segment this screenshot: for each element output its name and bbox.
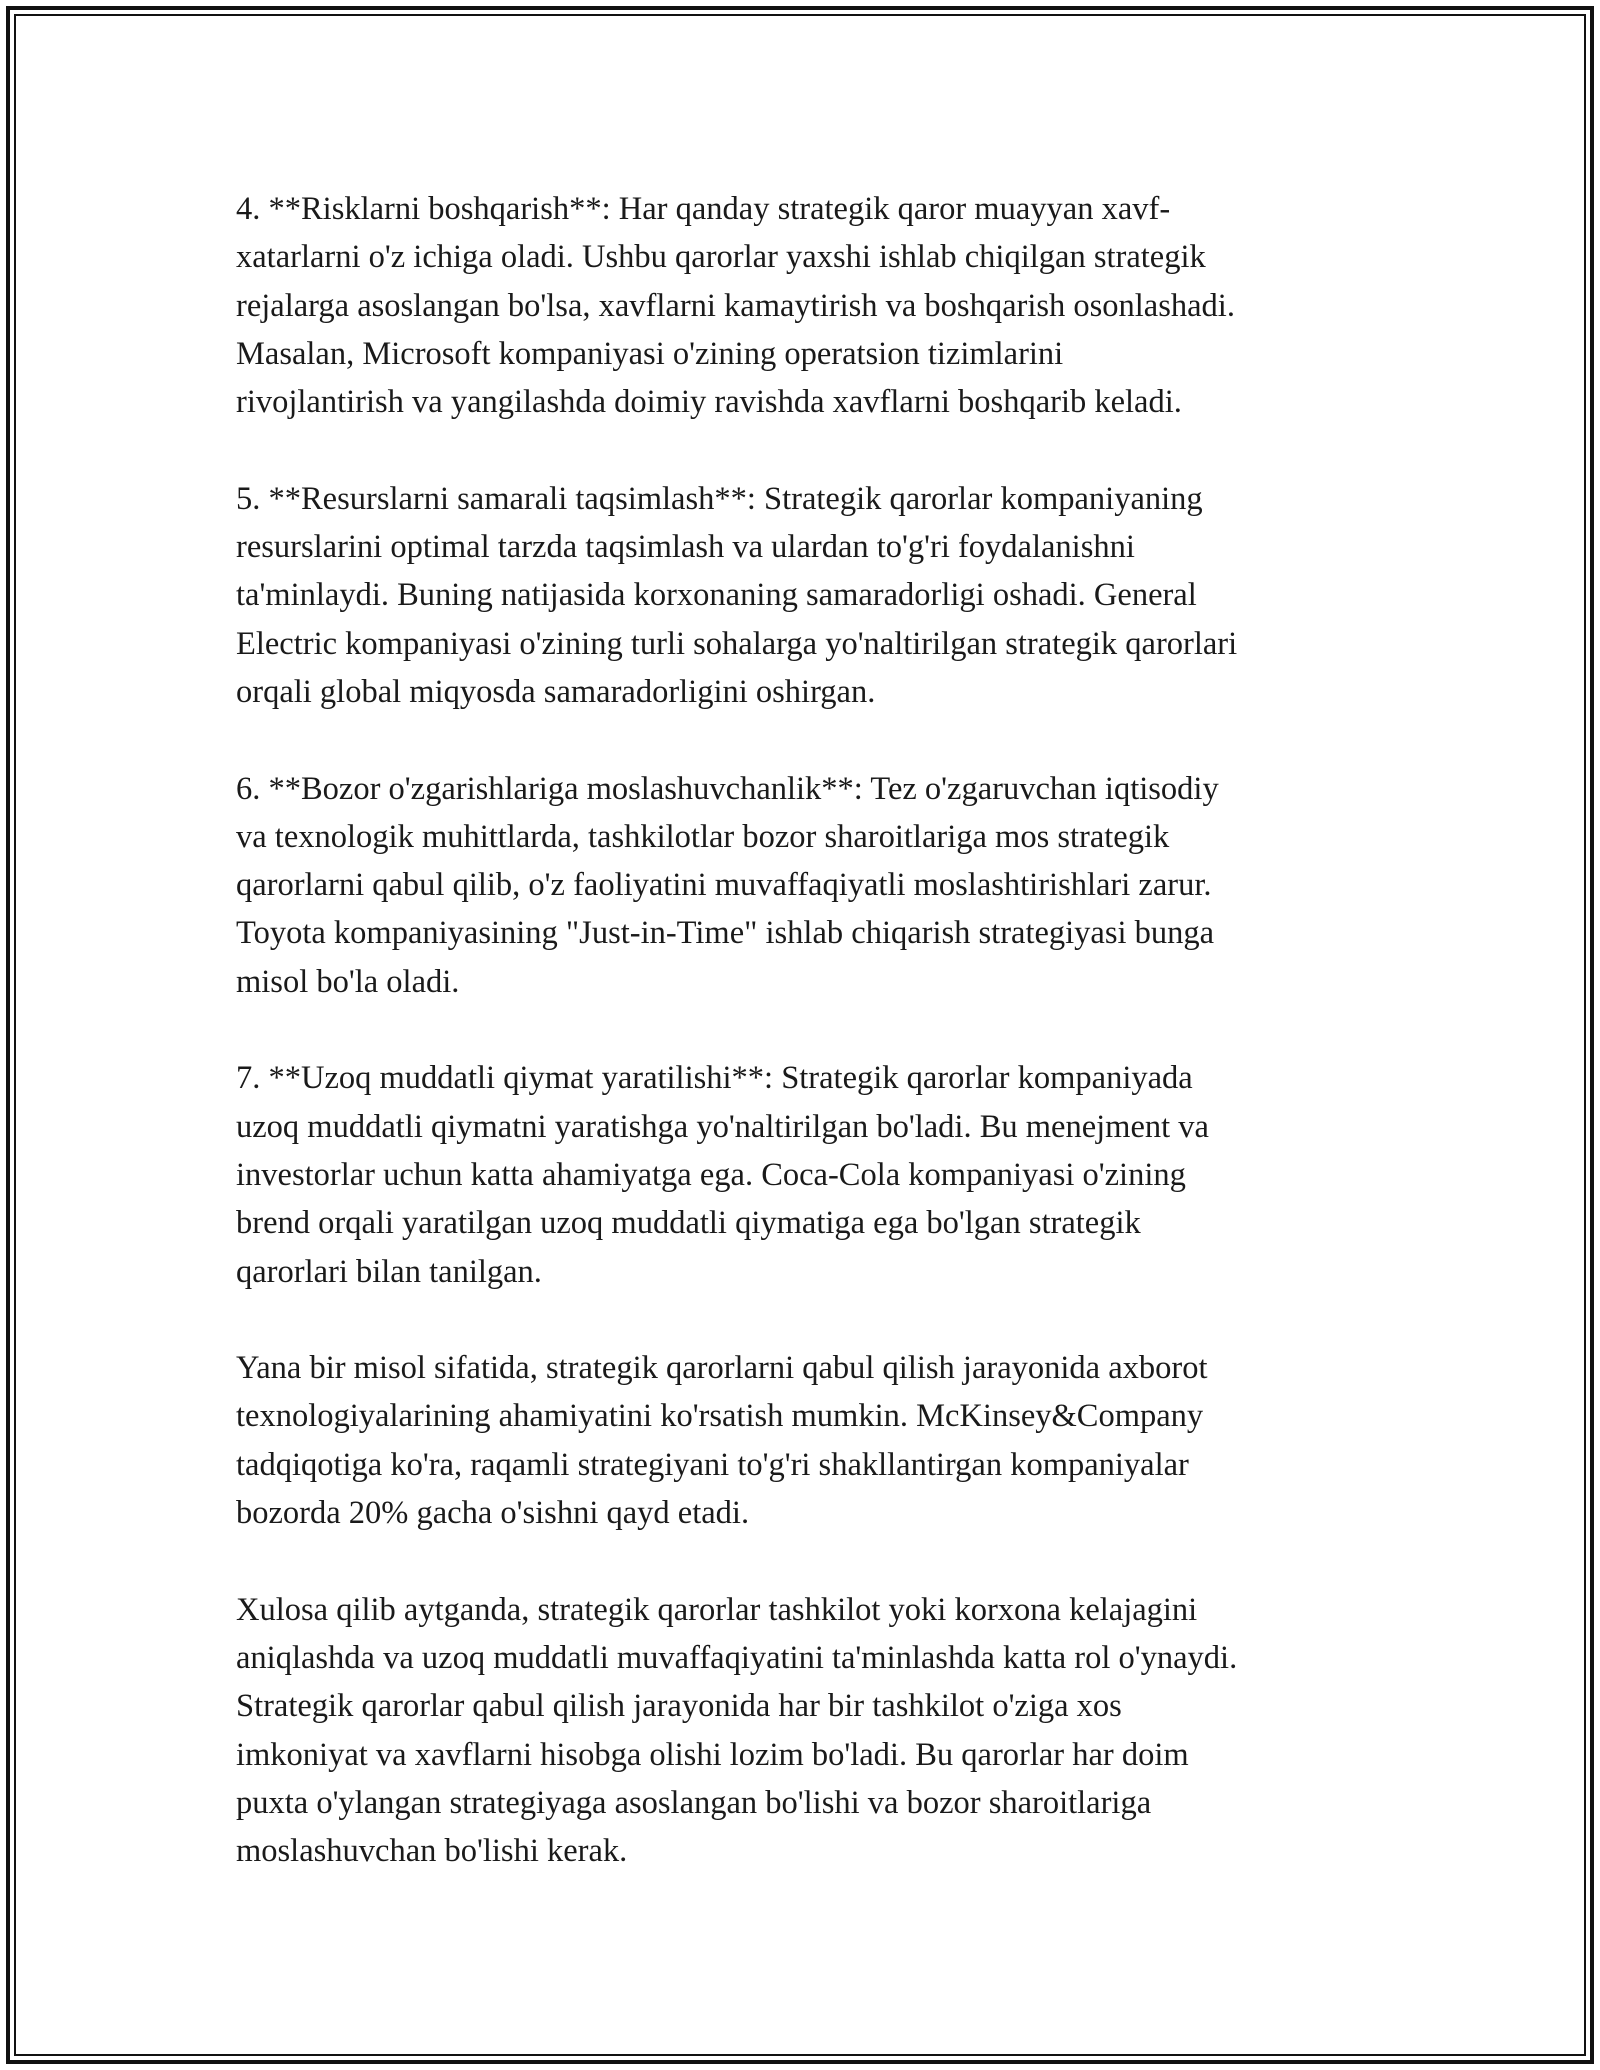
paragraph-conclusion: Xulosa qilib aytganda, strategik qarorlar tashkilot yoki korxona kelajagini aniqlashda va uzoq muddatli muvaffaqiyatini ta'minlashda katta rol o'ynaydi. Strategik qarorlar qabul qilish jarayonida har bir tashkilot o'ziga xos imkoniyat va xavflarni hisobga olishi lozim bo'ladi. Bu qarorlar har doim puxta o'ylangan strategiyaga asoslangan bo'lishi va bozor sharoitlariga moslashuvchan bo'lishi kerak. [236, 1591, 1238, 1870]
document-body [236, 185, 1386, 1924]
paragraph-market-adaptability: 6. **Bozor o'zgarishlariga moslashuvchanlik**: Tez o'zgaruvchan iqtisodiy va texnologik muhittlarda, tashkilotlar bozor sharoitlariga mos strategik qarorlarni qabul qilib, o'z faoliyatini muvaffaqiyatli moslashtirishlari zarur. Toyota kompaniyasining "Just-in-Time" ishlab chiqarish strategiyasi bunga misol bo'la oladi. [236, 770, 1219, 1000]
paragraph-long-term-value: 7. **Uzoq muddatli qiymat yaratilishi**: Strategik qarorlar kompaniyada uzoq muddatli qiymatni yaratishga yo'naltirilgan bo'ladi. Bu menejment va investorlar uchun katta ahamiyatga ega. Coca-Cola kompaniyasi o'zining brend orqali yaratilgan uzoq muddatli qiymatiga ega bo'lgan strategik qarorlari bilan tanilgan. [236, 1060, 1209, 1290]
paragraph-resource-allocation: 5. **Resurslarni samarali taqsimlash**: Strategik qarorlar kompaniyaning resurslarini optimal tarzda taqsimlash va ulardan to'g'ri foydalanishni ta'minlaydi. Buning natijasida korxonaning samaradorligi oshadi. General Electric kompaniyasi o'zining turli sohalarga yo'naltirilgan strategik qarorlari orqali global miqyosda samaradorligini oshirgan. [236, 480, 1238, 710]
paragraph-it-example: Yana bir misol sifatida, strategik qarorlarni qabul qilish jarayonida axborot texnologiyalarining ahamiyatini ko'rsatish mumkin. McKinsey&Company tadqiqotiga ko'ra, raqamli strategiyani to'g'ri shakllantirgan kompaniyalar bozorda 20% gacha o'sishni qayd etadi. [236, 1350, 1208, 1532]
paragraph-risk-management: 4. **Risklarni boshqarish**: Har qanday strategik qaror muayyan xavf- xatarlarni o'z ichiga oladi. Ushbu qarorlar yaxshi ishlab chiqilgan strategik rejalarga asoslangan bo'lsa, xavflarni kamaytirish va boshqarish osonlashadi. Masalan, Microsoft kompaniyasi o'zining operatsion tizimlarini rivojlantirish va yangilashda doimiy ravishda xavflarni boshqarib keladi. [236, 191, 1235, 421]
